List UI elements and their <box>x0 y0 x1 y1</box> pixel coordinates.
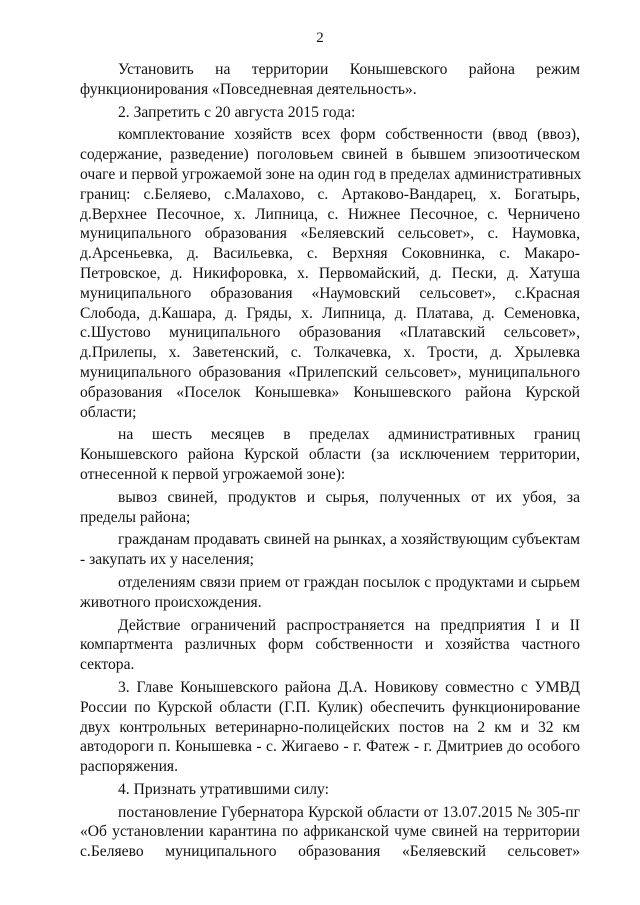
text-line: 2. Запретить с 20 августа 2015 года: <box>118 103 356 121</box>
text-line: д.Верхнее Песочное, х. Липница, с. Нижнее Песочное, с. Черничено <box>80 205 580 223</box>
text-line: комплектование хозяйств всех форм собственности (ввод (ввоз), <box>118 126 580 144</box>
text-line: животного происхождения. <box>80 593 262 611</box>
paragraph <box>80 103 580 123</box>
text-line: очаге и первой угрожаемой зоне на один год в пределах административных <box>80 165 582 183</box>
text-line: двух контрольных ветеринарно-полицейских постов на 2 км и 32 км <box>80 718 580 736</box>
paragraph <box>80 678 580 777</box>
text-line: Слобода, д.Кашара, д. Гряды, х. Липница, д. Платава, д. Семеновка, <box>80 304 580 322</box>
text-line: сектора. <box>80 656 135 674</box>
document-body <box>80 60 580 862</box>
text-line: России по Курской области (Г.П. Кулик) обеспечить функционирование <box>80 698 580 716</box>
text-line: Действие ограничений распространяется на предприятия I и II <box>118 616 580 634</box>
text-line: «Об установлении карантина по африканской чуме свиней на территории <box>80 823 580 841</box>
text-line: компартмента различных форм собственности и хозяйства частного <box>80 636 580 654</box>
text-line: пределы района; <box>80 508 191 526</box>
paragraph <box>80 803 580 862</box>
paragraph <box>80 60 580 100</box>
text-line: вывоз свиней, продуктов и сырья, полученных от их убоя, за <box>118 488 580 506</box>
text-line: 4. Признать утратившими силу: <box>118 780 329 798</box>
text-line: Установить на территории Конышевского района режим <box>118 61 580 78</box>
paragraph <box>80 125 580 422</box>
paragraph <box>80 616 580 675</box>
text-line: образования «Поселок Конышевка» Конышевского района Курской <box>80 383 580 401</box>
text-line: автодороги п. Конышевка - с. Жигаево - г. Фатеж - г. Дмитриев до особого <box>80 738 580 756</box>
paragraph <box>80 780 580 800</box>
text-line: д.Прилепы, х. Заветенский, с. Толкачевка, х. Трости, д. Хрылевка <box>80 344 580 362</box>
text-line: - закупать их у населения; <box>80 551 254 569</box>
text-line: на шесть месяцев в пределах административных границ <box>118 426 580 444</box>
text-line: с.Беляево муниципального образования «Беляевский сельсовет» <box>80 843 580 861</box>
text-line: гражданам продавать свиней на рынках, а хозяйствующим субъектам <box>118 531 580 549</box>
text-line: с.Шустово муниципального образования «Платавский сельсовет», <box>80 324 580 342</box>
text-line: 3. Главе Конышевского района Д.А. Новикову совместно с УМВД <box>118 678 580 696</box>
text-line: отделениям связи прием от граждан посылок с продуктами и сырьем <box>118 573 580 591</box>
paragraph <box>80 425 580 484</box>
text-line: области; <box>80 403 137 421</box>
paragraph <box>80 573 580 613</box>
text-line: границ: с.Беляево, с.Малахово, с. Артаково-Вандарец, х. Богатырь, <box>80 185 580 203</box>
text-line: отнесенной к первой угрожаемой зоне): <box>80 465 346 483</box>
paragraph <box>80 530 580 570</box>
text-line: содержание, разведение) поголовьем свиней в бывшем эпизоотическом <box>80 146 580 164</box>
text-line: муниципального образования «Беляевский сельсовет», с. Наумовка, <box>80 225 580 243</box>
text-line: распоряжения. <box>80 758 179 776</box>
text-line: муниципального образования «Наумовский сельсовет», с.Красная <box>80 284 580 302</box>
text-line: Конышевского района Курской области (за исключением территории, <box>80 446 580 464</box>
text-line: муниципального образования «Прилепский сельсовет», муниципального <box>80 363 580 381</box>
text-line: Петровское, д. Никифоровка, х. Первомайский, д. Пески, д. Хатуша <box>80 264 580 282</box>
text-line: д.Арсеньевка, д. Васильевка, с. Верхняя Соковнинка, с. Макаро- <box>80 245 580 263</box>
text-line: постановление Губернатора Курской области от 13.07.2015 № 305-пг <box>118 803 580 821</box>
page-number: 2 <box>316 30 324 46</box>
paragraph <box>80 488 580 528</box>
text-line: функционирования «Повседневная деятельность». <box>80 80 417 98</box>
